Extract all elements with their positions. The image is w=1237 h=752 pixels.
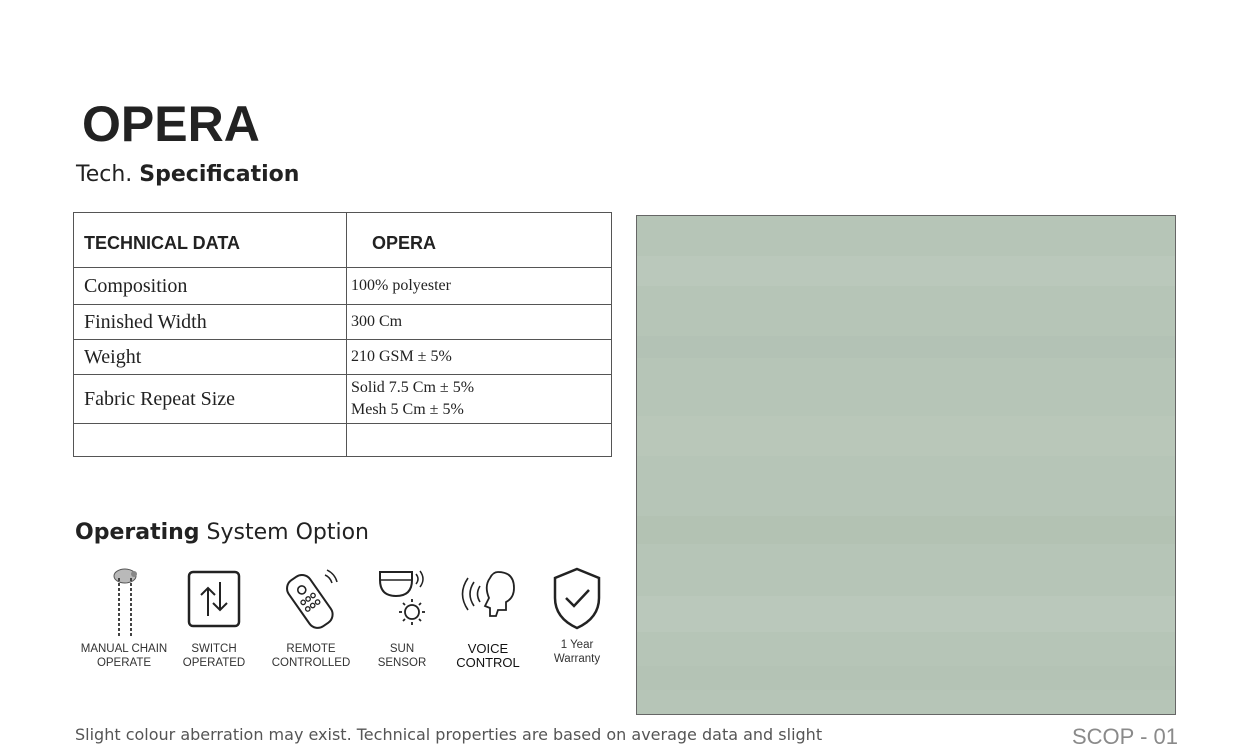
row-value-finished-width: 300 Cm	[347, 305, 612, 340]
row-value-weight: 210 GSM ± 5%	[347, 340, 612, 375]
option-remote	[261, 566, 361, 670]
option-label	[74, 642, 174, 670]
voice-control-icon	[456, 566, 520, 638]
warranty-shield-icon	[547, 566, 607, 634]
document-code: SCOP - 01	[1072, 724, 1178, 749]
technical-data-table	[73, 212, 612, 457]
row-label-finished-width: Finished Width	[74, 305, 347, 340]
fabric-swatch	[636, 215, 1176, 715]
row-value-composition: 100% polyester	[347, 268, 612, 305]
table-row	[74, 268, 612, 305]
manual-chain-icon	[94, 566, 154, 638]
option-line1: SWITCH	[191, 643, 237, 655]
operating-heading	[75, 520, 369, 545]
option-line2: OPERATED	[182, 657, 246, 669]
repeat-size-solid: Solid 7.5 Cm ± 5%	[351, 379, 475, 396]
subtitle	[76, 160, 299, 190]
option-line2: SENSOR	[377, 657, 427, 669]
option-manual-chain	[74, 566, 174, 670]
option-line2: OPERATE	[96, 657, 152, 669]
option-sun-sensor	[352, 566, 452, 670]
repeat-size-mesh: Mesh 5 Cm ± 5%	[351, 401, 464, 418]
empty-cell	[347, 424, 612, 457]
option-line1: 1 Year	[560, 639, 594, 651]
option-voice-control	[438, 566, 538, 670]
option-line1: REMOTE	[286, 643, 336, 655]
sun-sensor-icon	[370, 566, 434, 638]
table-header-left: TECHNICAL DATA	[74, 213, 347, 268]
option-label	[352, 642, 452, 670]
row-label-repeat-size: Fabric Repeat Size	[74, 375, 347, 424]
page-title: OPERA	[82, 96, 260, 152]
row-label-weight: Weight	[74, 340, 347, 375]
table-row-empty	[74, 424, 612, 457]
option-line2: CONTROL	[456, 655, 520, 670]
option-switch	[164, 566, 264, 670]
option-line1: SUN	[389, 643, 415, 655]
operating-heading-light: System Option	[206, 520, 370, 545]
table-row	[74, 375, 612, 424]
subtitle-bold: Specification	[139, 162, 300, 187]
option-line2: Warranty	[553, 653, 601, 665]
footer-note: Slight colour aberration may exist. Technical properties are based on average data and slight	[75, 725, 823, 744]
option-warranty	[527, 566, 627, 666]
operating-heading-bold: Operating	[75, 520, 200, 545]
row-value-repeat-size	[347, 375, 612, 424]
switch-icon	[184, 566, 244, 638]
empty-cell	[74, 424, 347, 457]
row-label-composition: Composition	[74, 268, 347, 305]
table-row	[74, 340, 612, 375]
option-line1: MANUAL CHAIN	[80, 643, 168, 655]
option-label	[527, 638, 627, 666]
option-label	[261, 642, 361, 670]
option-label	[164, 642, 264, 670]
remote-icon	[279, 566, 343, 638]
table-header-right: OPERA	[347, 213, 612, 268]
subtitle-light: Tech.	[76, 162, 133, 187]
option-line1: VOICE	[467, 641, 509, 656]
table-row	[74, 305, 612, 340]
table-header-row	[74, 213, 612, 268]
option-line2: CONTROLLED	[271, 657, 351, 669]
option-label	[438, 642, 538, 670]
